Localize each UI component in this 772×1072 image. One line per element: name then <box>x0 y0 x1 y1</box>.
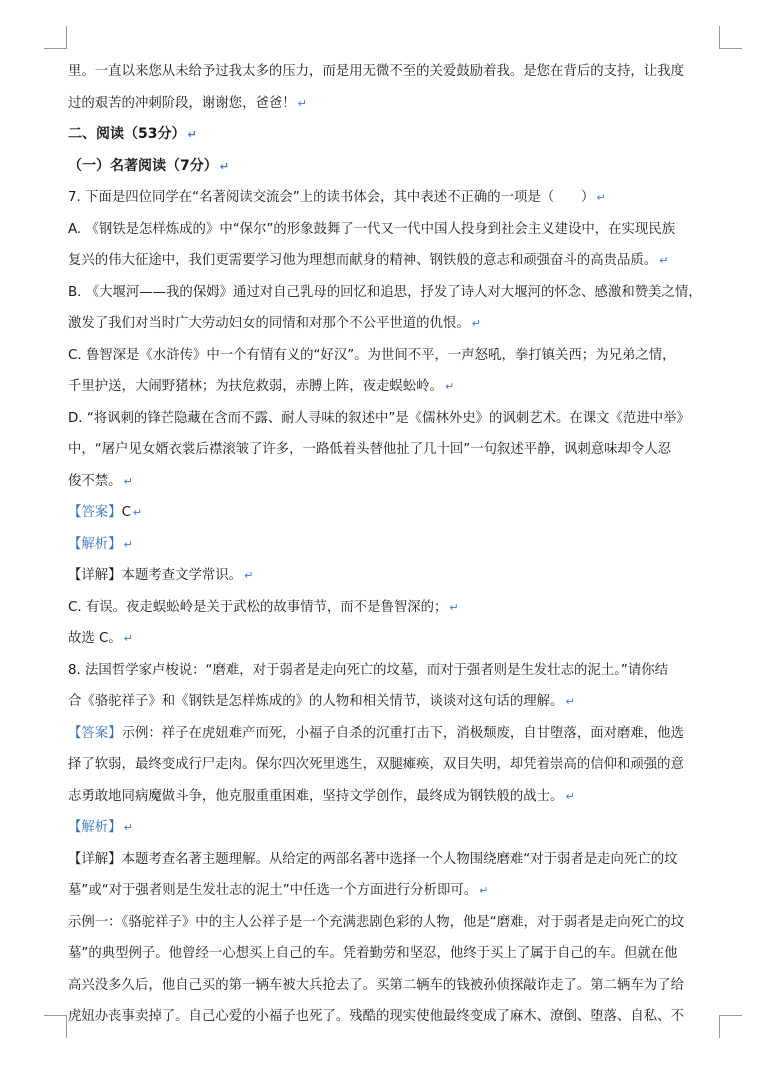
text-line <box>68 592 722 624</box>
text-line <box>68 718 722 750</box>
text-line <box>68 749 722 781</box>
text-line <box>68 875 722 907</box>
text-line <box>68 340 722 372</box>
answer-tag: 【解析】 <box>68 820 122 835</box>
paragraph-mark-icon: ↵ <box>449 600 459 614</box>
text-line <box>68 466 722 498</box>
crop-mark-bottom-left <box>44 1015 67 1038</box>
text-line <box>68 308 722 340</box>
text-line <box>68 970 722 1002</box>
line-text: 过的艰苦的冲刺阶段，谢谢您，爸爸！ <box>68 95 296 111</box>
line-text: 高兴没多久后，他自己买的第一辆车被大兵抢去了。买第二辆车的钱被孙侦探敲诈走了。第二辆车为了给 <box>68 977 684 993</box>
text-line <box>68 119 722 151</box>
line-text: 【详解】本题考查名著主题理解。从给定的两部名著中选择一个人物围绕磨难“对于弱者是走向死亡的坟 <box>68 851 678 867</box>
line-text: 激发了我们对当时广大劳动妇女的同情和对那个不公平世道的仇恨。 <box>68 316 470 331</box>
text-line <box>68 245 722 277</box>
text-line <box>68 403 722 435</box>
text-line <box>68 151 722 183</box>
paragraph-mark-icon: ↵ <box>471 317 481 330</box>
paragraph-mark-icon: ↵ <box>565 695 575 708</box>
text-line <box>68 655 722 687</box>
line-text: 墓”或“对于强者则是生发壮志的泥土”中任选一个方面进行分析即可。 <box>68 883 478 898</box>
text-line <box>68 56 722 88</box>
line-text: 墓”的典型例子。他曾经一心想买上自己的车。凭着勤劳和坚忍，他终于买上了属于自己的车。但就在他 <box>68 946 678 961</box>
paragraph-mark-icon: ↵ <box>132 506 143 519</box>
line-text: 俊不禁。 <box>68 473 122 489</box>
text-line <box>68 781 722 813</box>
text-line <box>68 844 722 876</box>
paragraph-mark-icon: ↵ <box>596 191 606 204</box>
paragraph-mark-icon: ↵ <box>123 474 133 488</box>
paragraph-mark-icon: ↵ <box>444 380 455 393</box>
paragraph-mark-icon: ↵ <box>123 821 133 834</box>
text-line <box>68 560 722 592</box>
line-text: 中，“屠户见女婿衣裳后襟滚皱了许多，一路低着头替他扯了几十回”一句叙述平静，讽刺意味却令人忍 <box>68 442 672 457</box>
text-line <box>68 529 722 561</box>
answer-tag: 【解析】 <box>68 536 122 552</box>
text-line <box>68 277 722 309</box>
paragraph-mark-icon: ↵ <box>123 632 133 645</box>
paragraph-mark-icon: ↵ <box>565 789 575 803</box>
line-text: 择了软弱，最终变成行尸走肉。保尔四次死里逃生，双腿瘫痪，双目失明，却凭着崇高的信仰和顽强的意 <box>68 757 684 772</box>
paragraph-mark-icon: ↵ <box>297 96 307 110</box>
text-line <box>68 182 722 214</box>
text-line <box>68 686 722 718</box>
line-text: 二、阅读（53分） <box>68 126 186 142</box>
line-text: B. 《大堰河——我的保姆》通过对自己乳母的回忆和追思，抒发了诗人对大堰河的怀念、感激和赞美之情， <box>68 284 702 300</box>
line-text: （一）名著阅读（7分） <box>68 157 218 174</box>
line-text: C <box>121 505 131 520</box>
line-text: C. 鲁智深是《水浒传》中一个有情有义的“好汉”。为世间不平，一声怒吼，拳打镇关西；为兄弟之情， <box>68 347 676 363</box>
text-line <box>68 812 722 844</box>
text-line <box>68 938 722 970</box>
line-text: 【详解】本题考查文学常识。 <box>68 568 243 583</box>
line-text: A. 《钢铁是怎样炼成的》中“保尔”的形象鼓舞了一代又一代中国人投身到社会主义建设中，在实现民族 <box>68 221 676 237</box>
paragraph-mark-icon: ↵ <box>244 569 254 582</box>
crop-mark-bottom-right <box>719 1015 742 1038</box>
line-text: 故选 C。 <box>68 631 122 646</box>
line-text: 里。一直以来您从未给予过我太多的压力，而是用无微不至的关爱鼓励着我。是您在背后的支持，让我度 <box>68 64 684 79</box>
text-line <box>68 88 722 120</box>
text-line <box>68 434 722 466</box>
answer-tag: 【答案】 <box>68 505 122 520</box>
line-text: 示例：祥子在虎妞难产而死，小福子自杀的沉重打击下，消极颓废，自甘堕落，面对磨难，他选 <box>121 725 684 741</box>
text-line <box>68 907 722 939</box>
line-text: 志勇敢地同病魔做斗争，他克服重重困难，坚持文学创作，最终成为钢铁般的战士。 <box>68 788 564 804</box>
line-text: 虎妞办丧事卖掉了。自己心爱的小福子也死了。残酷的现实使他最终变成了麻木、潦倒、堕落、自私、不 <box>68 1009 684 1024</box>
paragraph-mark-icon: ↵ <box>187 128 197 141</box>
text-line <box>68 623 722 655</box>
line-text: 示例一：《骆驼祥子》中的主人公祥子是一个充满悲剧色彩的人物，他是“磨难，对于弱者是走向死亡的坟 <box>68 914 685 930</box>
paragraph-mark-icon: ↵ <box>479 884 489 897</box>
document-page <box>68 56 722 1033</box>
line-text: 8. 法国哲学家卢梭说：“磨难，对于弱者是走向死亡的坟墓，而对于强者则是生发壮志的泥土。”请你结 <box>68 662 669 678</box>
line-text: 复兴的伟大征途中，我们更需要学习他为理想而献身的精神、钢铁般的意志和顽强奋斗的高贵品质。 <box>68 253 658 268</box>
line-text: D. “将讽刺的锋芒隐藏在含而不露、耐人寻味的叙述中”是《儒林外史》的讽刺艺术。在课文《范进中举》 <box>68 410 690 426</box>
text-line <box>68 1001 722 1033</box>
paragraph-mark-icon: ↵ <box>659 254 669 267</box>
paragraph-mark-icon: ↵ <box>123 537 133 551</box>
crop-mark-top-right <box>719 26 742 49</box>
line-text: 合《骆驼祥子》和《钢铁是怎样炼成的》的人物和相关情节，谈谈对这句话的理解。 <box>68 694 564 709</box>
text-line <box>68 497 722 529</box>
text-line <box>68 214 722 246</box>
line-text: 7. 下面是四位同学在“名著阅读交流会”上的读书体会，其中表述不正确的一项是（ ） <box>68 190 595 205</box>
line-text: 千里护送，大闹野猪林；为扶危救弱，赤膊上阵，夜走蜈蚣岭。 <box>68 379 443 394</box>
crop-mark-top-left <box>44 26 67 49</box>
text-line <box>68 371 722 403</box>
paragraph-mark-icon: ↵ <box>219 159 229 173</box>
answer-tag: 【答案】 <box>68 725 122 741</box>
line-text: C. 有误。夜走蜈蚣岭是关于武松的故事情节，而不是鲁智深的； <box>68 599 448 615</box>
